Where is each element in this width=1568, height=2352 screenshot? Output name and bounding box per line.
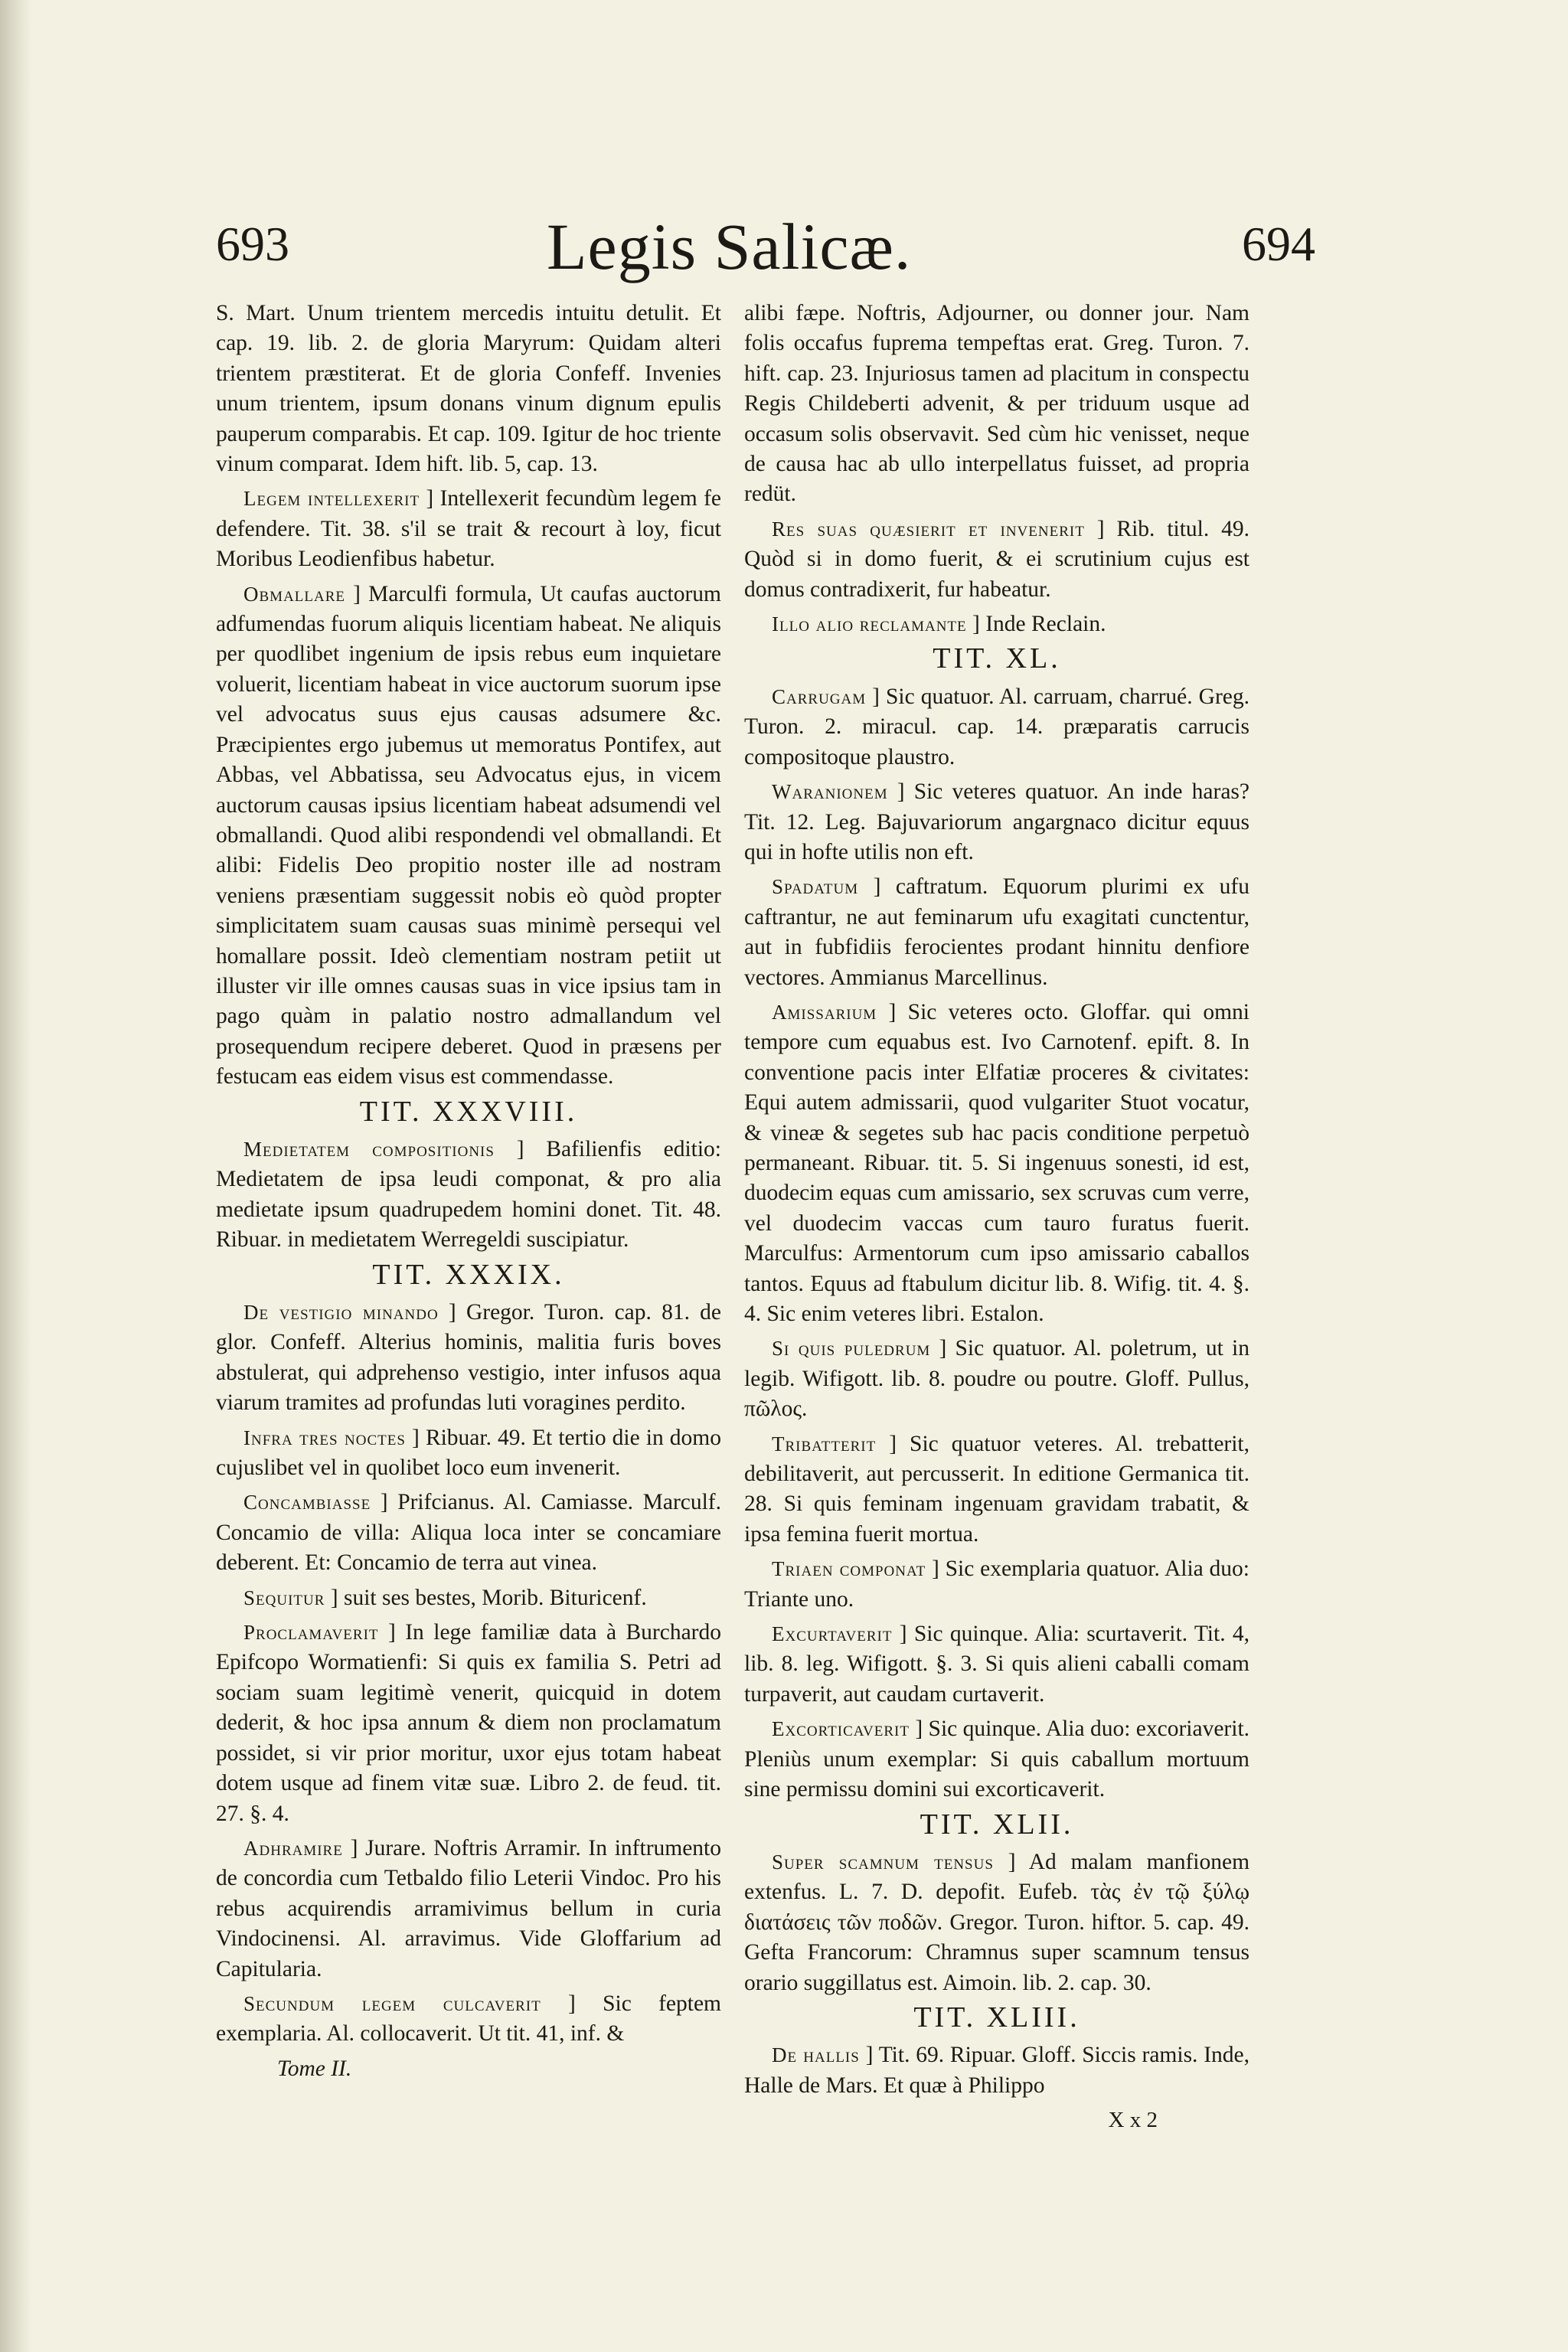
running-title: Legis Salicæ. [547,210,912,283]
entry-text: ] Sic veteres octo. Gloffar. qui omni tempore cum equabus est. Ivo Carnotenf. epift. 8. In conventione pacis inter Elfatiæ proceres & civitates: Equi autem admissarii, quod vulgariter Stuot vocatur, & vineæ & segetes sub hac pacis conditione perpetuò permaneant. Ribuar. tit. 5. Si ingenuus sonesti, id est, duodecim equas cum amissario, sex scruvas cum verre, vel duodecim vaccas cum tauro furatus fuerit. Marculfus: Armentorum cum ipso amissario caballos tantos. Equus ad ftabulum dicitur lib. 8. Wifig. tit. 4. §. 4. Sic enim veteres libri. Estalon. [744,999,1250,1326]
lemma: Illo alio reclamante [772,612,967,636]
entry [744,1619,1250,1710]
lemma: Infra tres noctes [243,1426,406,1449]
entry [744,1334,1250,1424]
entry-text: ] Sic quatuor veteres. Al. trebatterit, debilitaverit, aut percusserit. In editione Germanica tit. 28. Si quis feminam ingenuam gravidam trabatit, & ipsa femina fuerit mortua. [744,1431,1250,1547]
entry-text: ] Prifcianus. Al. Camiasse. Marculf. Concamio de villa: Aliqua loca inter se concamiare deberent. Et: Concamio de terra aut vinea. [216,1490,722,1576]
page-header [216,208,1315,285]
lemma: De hallis [772,2043,860,2067]
entry-text: ] Rib. titul. 49. Quòd si in domo fuerit, & ei scrutinium cujus est domus contradixerit, fur habeatur. [744,516,1250,602]
lemma: Legem intellexerit [243,487,420,511]
entry-text: ] Sic quatuor. Al. poletrum, ut in legib. Wifigott. lib. 8. poudre ou poutre. Gloff. Pullus, πῶλος. [744,1336,1250,1422]
entry [744,1429,1250,1550]
paragraph: alibi fæpe. Noftris, Adjourner, ou donner jour. Nam folis occafus fuprema tempeftas erat. Greg. Turon. 7. hift. cap. 23. Injuriosus tamen ad placitum in conspectu Regis Childeberti advenit, & per triduum usque ad occasum solis observavit. Sed cùm hic venisset, neque de causa hac ab ullo interpellatus fuisset, ad propria redüt. [744,301,1250,507]
entry-text: ] Sic veteres quatuor. An inde haras? Tit. 12. Leg. Bajuvariorum angargnaco dicitur equus qui in hofte utilis non eft. [744,779,1250,864]
lemma: Secundum legem culcaverit [243,1991,541,2015]
entry-text: ] Ad malam manfionem extenfus. L. 7. D. depofit. Eufeb. τὰς ἐν τῷ ξύλῳ διατάσεις τῶν ποδῶν. Gregor. Turon. hiftor. 5. cap. 49. Gefta Francorum: Chramnus super scamnum tensus orario suggillatus est. Aimoin. lib. 2. cap. 30. [744,1849,1250,1995]
lemma: Proclamaverit [243,1621,379,1645]
entry-text: ] Sic quinque. Alia: scurtaverit. Tit. 4, lib. 8. leg. Wifigott. §. 3. Si quis alieni caballi comam turpaverit, aut caudam curtaverit. [744,1622,1250,1707]
book-gutter [0,0,32,2352]
lemma: Adhramire [243,1836,343,1860]
section-heading: TIT. XLIII. [913,2001,1080,2034]
entry [216,1834,721,1984]
lemma: Tribatterit [772,1432,877,1455]
lemma: Waranionem [772,780,888,804]
page-number-left: 693 [216,217,289,271]
entry [744,777,1250,867]
lemma: Carrugam [772,684,867,708]
section-heading: TIT. XLII. [920,1808,1074,1841]
entry-text: ] Marculfi formula, Ut caufas auctorum adfumendas fuorum aliquis licentiam habeat. Ne aliquis per quodlibet ingenium de ipsis rebus eum inquietare voluerit, licentiam habeat in vice auctorum suorum ipse vel advocatus suus ejus causas adsumere &c. Præcipientes ergo jubemus ut memoratus Pontifex, aut Abbas, vel Abbatissa, seu Advocatus ejus, in vicem auctorum causas ipsius licentiam habeat adsumendi vel obmallandi. Quod alibi respondendi vel obmallandi. Et alibi: Fidelis Deo propitio noster ille ad nostram veniens præsentiam suggessit nobis eò quòd propter simplicitatem suam causas suas minimè persequi vel homallare possit. Ideò clementiam nostram petiit ut illuster vir ille omnes causas suas in vice ipsius tam in pago quàm in palatio nostro admallandum vel prosequendum recipere deberet. Quod in præsens per festucam eas eidem visus est commendasse. [216,581,722,1089]
entry [744,514,1250,605]
entry-text: ] Gregor. Turon. cap. 81. de glor. Confeff. Alterius hominis, malitia furis boves abstulerat, qui adprehenso vestigio, inter infusos aqua viarum tramites ad profundas luti voragines perdito. [216,1300,722,1416]
lemma: Sequitur [243,1586,325,1609]
lemma: Super scamnum tensus [772,1850,994,1873]
lemma: Res suas quæsierit et invenerit [772,517,1085,541]
entry-text: ] suit ses bestes, Morib. Bituricenf. [330,1585,647,1610]
section-heading: TIT. XXXIX. [372,1258,565,1291]
entry [216,484,721,574]
lemma: Excurtaverit [772,1622,893,1646]
entry [216,1135,721,1256]
entry-text: ] In lege familiæ data à Burchardo Epifcopo Wormatienfi: Si quis ex familia S. Petri ad sociam suam legitimè venerit, quicquid in dotem dederit, & hoc ipsa annum & diem non proclamatum possidet, si vir prior moritur, uxor ejus totam habeat dotem usque ad finem vitæ suæ. Libro 2. de feud. tit. 27. §. 4. [216,1620,722,1826]
paragraph: S. Mart. Unum trientem mercedis intuitu detulit. Et cap. 19. lib. 2. de gloria Maryrum: Quidam alteri trientem præstiterat. Et de gloria Confeff. Invenies unum trientem, ipsum donans vinum dignum epulis pauperum comparabis. Et cap. 109. Igitur de hoc triente vinum comparat. Idem hift. lib. 5, cap. 13. [216,301,721,477]
entry [216,580,721,1093]
entry [744,2040,1250,2101]
entry [216,1618,721,1829]
lemma: Obmallare [243,582,345,606]
lemma: Medietatem compositionis [243,1137,495,1161]
entry [744,609,1250,639]
lemma: Excorticaverit [772,1717,910,1741]
entry [216,1423,721,1484]
entry-text: ] Sic feptem exemplaria. Al. collocaverit. Ut tit. 41, inf. & [216,1991,722,2047]
entry [216,1583,721,1613]
lemma: De vestigio minando [243,1301,439,1324]
entry-text: ] Intellexerit fecundùm legem fe defendere. Tit. 38. s'il se trait & recourt à loy, ficut Moribus Leodienfibus habetur. [216,486,722,572]
section-heading: TIT. XL. [933,642,1061,675]
entry-text: ] Jurare. Noftris Arramir. In inftrumento de concordia cum Tetbaldo filio Leterii Vindoc. Pro his rebus acquirendis arramivimus bellum in curia Vindocinensi. Al. arravimus. Vide Gloffarium ad Capitularia. [216,1835,722,1981]
entry [744,998,1250,1329]
lemma: Si quis puledrum [772,1337,931,1361]
lemma: Spadatum [772,875,859,899]
lemma: Triaen componat [772,1557,926,1581]
entry-text: ] Bafilienfis editio: Medietatem de ipsa leudi componat, & pro alia medietate ipsum quadrupedem homini donet. Tit. 48. Ribuar. in medietatem Werregeldi suscipiatur. [216,1136,721,1253]
entry-text: ] Tit. 69. Ripuar. Gloff. Siccis ramis. Inde, Halle de Mars. Et quæ à Philippo [744,2043,1250,2098]
entry-text: ] Sic quatuor. Al. carruam, charrué. Greg. Turon. 2. miracul. cap. 14. præparatis carrucis compositoque plaustro. [744,684,1250,769]
entry [744,1554,1250,1615]
entry [744,1714,1250,1805]
right-column [744,299,1250,2136]
volume-footer: Tome II. [277,2056,352,2081]
lemma: Concambiasse [243,1491,371,1514]
signature-mark: X x 2 [1108,2108,1158,2133]
page-number-right: 694 [1242,217,1315,271]
entry-text: ] Sic exemplaria quatuor. Alia duo: Triante uno. [744,1557,1250,1612]
entry [744,682,1250,773]
entry [744,872,1250,993]
entry [744,1847,1250,1998]
entry-text: ] caftratum. Equorum plurimi ex ufu caftrantur, ne aut feminarum ufu exagitati cunctentur, aut in fubfidiis ferocientes prodant hinnitu denfiore vectores. Ammianus Marcellinus. [744,874,1250,990]
section-heading: TIT. XXXVIII. [359,1095,578,1128]
entry [216,1298,721,1419]
lemma: Amissarium [772,1000,877,1024]
left-column [216,299,721,2084]
entry-text: ] Sic quinque. Alia duo: excoriaverit. Pleniùs unum exemplar: Si quis caballum mortuum sine permissu domini sui excorticaverit. [744,1717,1250,1802]
entry [216,1989,721,2050]
entry-text: ] Inde Reclain. [972,612,1106,637]
entry [216,1488,721,1578]
entry-text: ] Ribuar. 49. Et tertio die in domo cujuslibet vel in quolibet loco eum invenerit. [216,1425,721,1481]
